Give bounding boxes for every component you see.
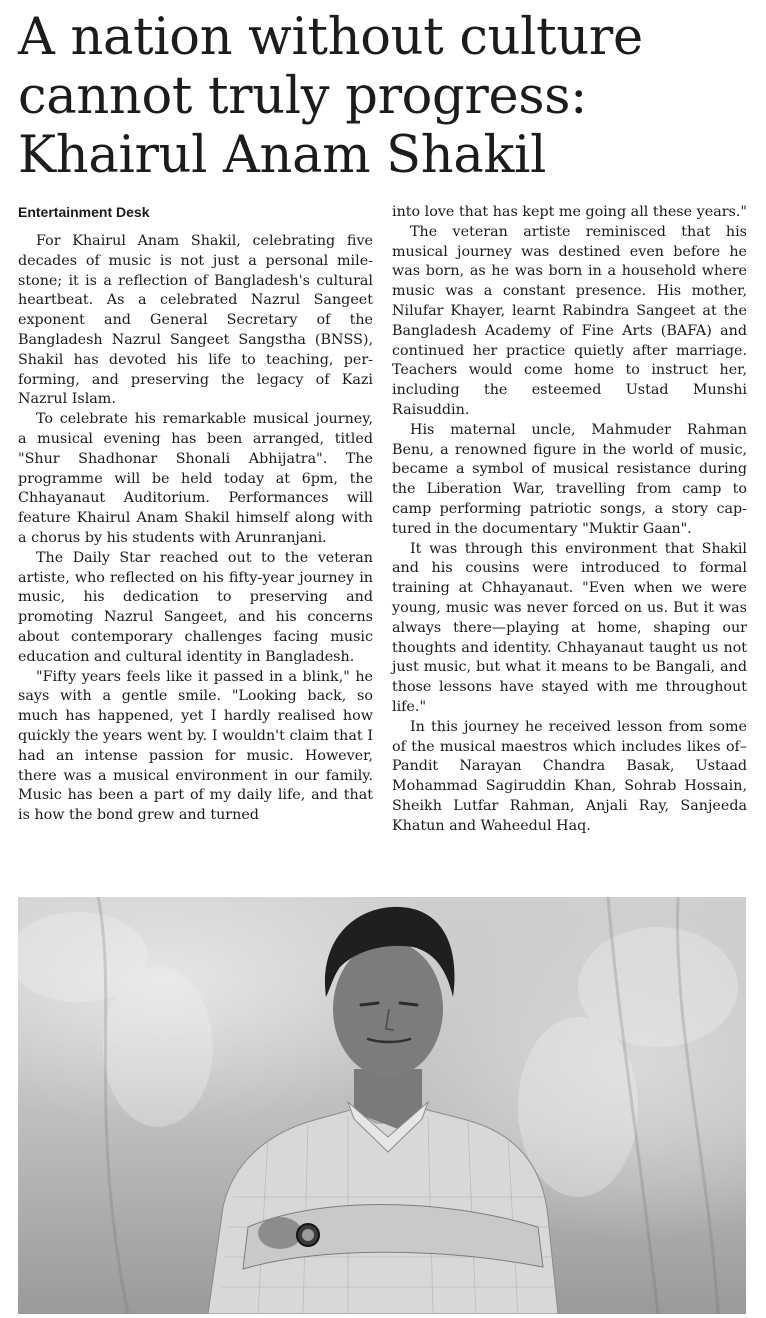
paragraph: The veteran artiste reminisced that his musical journey was destined even before he was born, as he was born in a household where music was a constant presence. His mother, Nilufar Khayer, learnt Rabindra Sangeet at the Bangladesh Academy of Fine Arts (BAFA) and continued her practice quietly after marriage. Teachers would come home to instruct her, including the esteemed Ustad Munshi Raisuddin.: [392, 223, 747, 418]
article-column-left: [18, 203, 373, 826]
headline-line-3: Khairul Anam Shakil: [18, 126, 547, 185]
paragraph: "Fifty years feels like it passed in a blink," he says with a gentle smile. "Looking back, so much has happened, yet I hardly realised how quickly the years went by. I wouldn't claim that I had an intense passion for music. However, there was a musical environment in our family. Music has been a part of my daily life, and that is how the bond grew and turned: [18, 668, 373, 824]
paragraph: It was through this environment that Shakil and his cousins were introduced to formal training at Chhayanaut. "Even when we were young, music was never forced on us. But it was always there—playing at home, shaping our thoughts and identity. Chhayanaut taught us not just music, but what it means to be Bangali, and those lessons have stayed with me throughout life.": [392, 540, 747, 715]
headline-line-2: cannot truly progress:: [18, 67, 587, 126]
paragraph: His maternal uncle, Mahmuder Rahman Benu, a renowned figure in the world of music, became a symbol of musical resistance during the Liberation War, travelling from camp to camp performing patriotic songs, a story captured in the documentary "Muktir Gaan".: [392, 421, 747, 537]
byline: Entertainment Desk: [18, 204, 150, 220]
paragraph: In this journey he received lesson from some of the musical maestros which includes likes of–Pandit Narayan Chandra Basak, Ustaad Mohammad Sagiruddin Khan, Sohrab Hossain, Sheikh Lutfar Rahman, Anjali Ray, Sanjeeda Khatun and Waheedul Haq.: [392, 718, 747, 834]
portrait-photo: [18, 897, 746, 1314]
headline: [18, 8, 758, 185]
paragraph: To celebrate his remarkable musical journey, a musical evening has been arranged, titled "Shur Shadhonar Shonali Abhijatra". The programme will be held today at 6pm, the Chhayanaut Auditorium. Performances will feature Khairul Anam Shakil himself along with a chorus by his students with Arunranjani.: [18, 411, 373, 546]
paragraph: For Khairul Anam Shakil, celebrating five decades of music is not just a personal milestone; it is a reflection of Bangladesh's cultural heartbeat. As a celebrated Nazrul Sangeet exponent and General Secretary of the Bangladesh Nazrul Sangeet Sangstha (BNSS), Shakil has devoted his life to teaching, performing, and preserving the legacy of Kazi Nazrul Islam.: [18, 233, 373, 408]
headline-line-1: A nation without culture: [18, 8, 643, 67]
paragraph-continued: into love that has kept me going all these years.": [392, 204, 748, 220]
article-column-right: [392, 203, 747, 837]
paragraph: The Daily Star reached out to the veteran artiste, who reflected on his fifty-year journey in music, his dedication to preserving and promoting Nazrul Sangeet, and his concerns about contemporary challenges facing music education and cultural identity in Bangladesh.: [18, 549, 373, 665]
